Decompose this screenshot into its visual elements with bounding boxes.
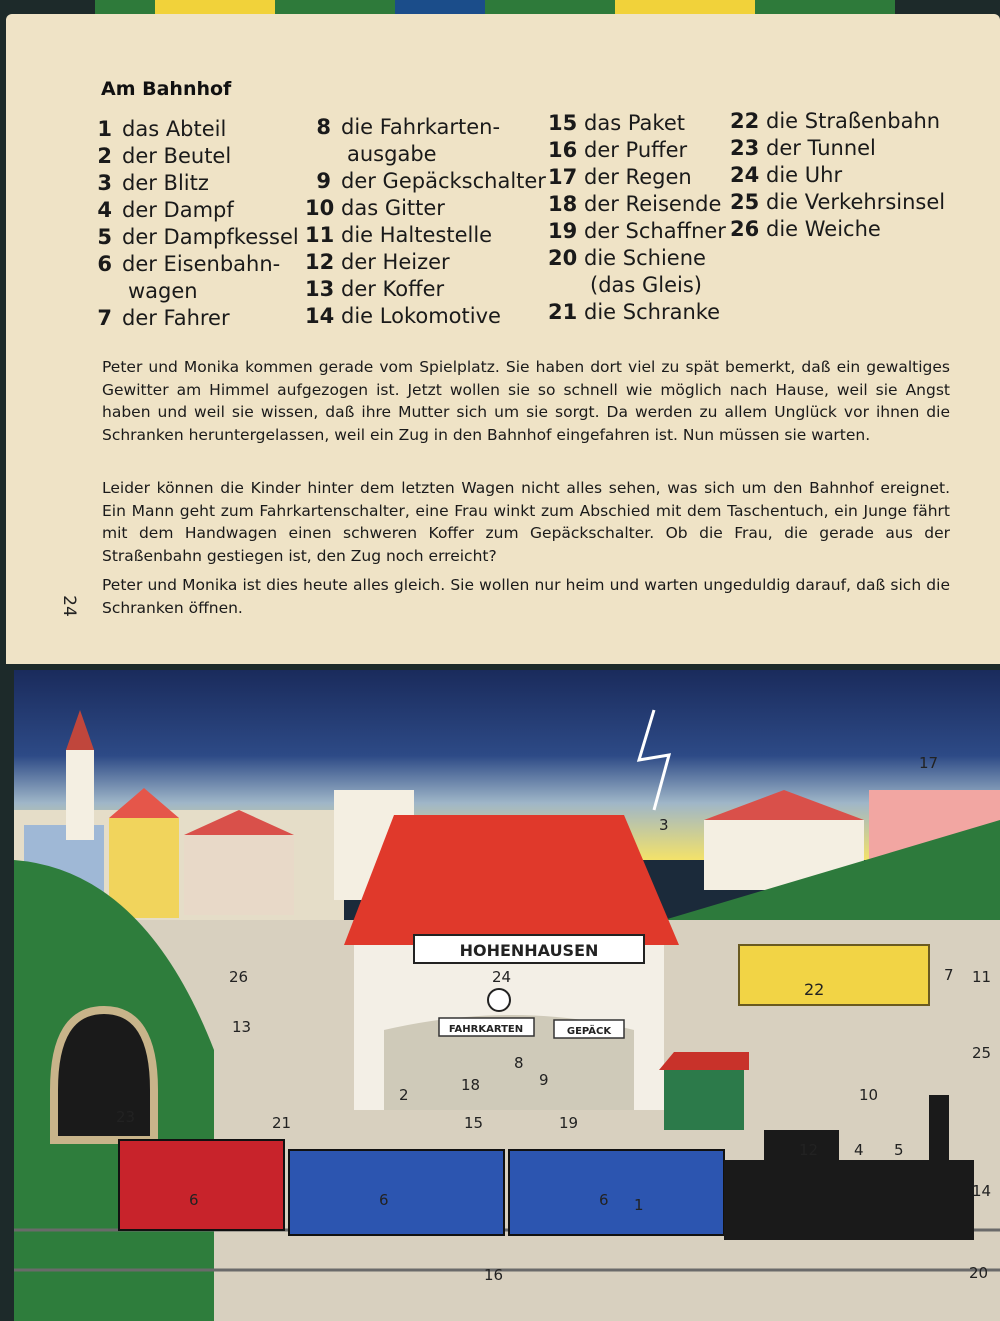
vocab-number [96,278,112,305]
vocab-entry [305,168,546,195]
vocab-number: 6 [97,252,112,276]
vocab-number: 5 [97,225,112,249]
story-paragraph-3: Peter und Monika ist dies heute alles gleich. Sie wollen nur heim und warten ungeduldig darauf, daß sich die Schranken öffnen. [102,576,950,617]
label-26: 26 [229,968,249,986]
vocab-number: 18 [548,192,578,216]
vocab-number: 11 [305,223,335,247]
vocab-number: 22 [730,109,760,133]
vocab-word: der Regen [584,165,692,189]
vocab-number [548,272,574,299]
vocab-number: 19 [548,219,578,243]
label-12: 12 [799,1141,819,1159]
vocab-entry [548,299,726,326]
vocab-entry [305,141,546,168]
label-5: 5 [894,1141,904,1159]
luggage-sign: GEPÄCK [566,1026,612,1037]
vocab-entry [730,108,945,135]
vocab-entry [96,197,299,224]
label-14: 14 [972,1182,992,1200]
vocab-entry [548,164,726,191]
tram-number: 22 [804,980,825,999]
vocab-word: wagen [128,279,198,303]
story-paragraph-1: Peter und Monika kommen gerade vom Spielplatz. Sie haben dort viel zu spät bemerkt, daß ein gewaltiges Gewitter am Himmel aufgezogen ist. Jetzt wollen sie so schnell wie möglich nach Hause, weil sie Angst haben und weil sie wissen, daß ihre Mutter sich um sie sorgt. Da werden zu allem Unglück vor ihnen die Schranken heruntergelassen, weil ein Zug in den Bahnhof eingefahren ist. Nun müssen sie warten. [102,358,950,444]
station-clock [488,989,510,1011]
train-car-red [119,1140,284,1230]
train-car-blue-2 [509,1150,724,1235]
vocab-word: die Verkehrsinsel [766,190,946,214]
station-illustration [14,670,1000,1321]
vocab-entry [548,110,726,137]
vocab-word: der Dampf [122,198,234,222]
page-number: 24 [58,595,79,617]
vocab-number: 15 [548,111,578,135]
label-11: 11 [972,968,992,986]
vocab-number: 2 [97,144,112,168]
vocab-word: die Haltestelle [341,223,493,247]
vocab-entry [305,249,546,276]
tram [739,945,929,1005]
label-24: 24 [492,968,512,986]
vocab-column-2 [305,114,546,330]
train-car-blue-1 [289,1150,504,1235]
vocab-entry [305,195,546,222]
vocab-entry [96,170,299,197]
vocab-entry [548,218,726,245]
vocab-word: der Blitz [122,171,209,195]
vocab-entry [96,116,299,143]
label-25: 25 [972,1044,992,1062]
vocab-word: (das Gleis) [590,273,703,297]
vocab-number: 25 [730,190,760,214]
vocab-number [305,141,331,168]
vocab-number: 13 [305,277,335,301]
vocab-number: 17 [548,165,578,189]
vocab-number: 20 [548,246,578,270]
vocab-word: der Heizer [341,250,450,274]
label-13: 13 [232,1018,252,1036]
label-4: 4 [854,1141,864,1159]
vocab-number: 9 [316,169,331,193]
vocab-word: der Fahrer [122,306,230,330]
vocab-column-3 [548,110,726,326]
vocab-word: der Gepäckschalter [341,169,546,193]
vocab-word: der Koffer [341,277,445,301]
label-18: 18 [461,1076,481,1094]
vocab-number: 16 [548,138,578,162]
vocab-number: 7 [97,306,112,330]
vocab-entry [305,303,546,330]
locomotive [724,1160,974,1240]
vocab-word: der Schaffner [584,219,726,243]
vocab-number: 3 [97,171,112,195]
vocab-word: die Schiene [584,246,706,270]
label-2: 2 [399,1086,409,1104]
label-6a: 6 [189,1191,199,1209]
label-20: 20 [969,1264,989,1282]
vocab-entry [730,162,945,189]
vocab-word: der Eisenbahn- [122,252,281,276]
vocab-word: das Gitter [341,196,445,220]
vocab-word: der Tunnel [766,136,876,160]
vocab-word: die Straßenbahn [766,109,941,133]
label-21: 21 [272,1114,292,1132]
vocab-number: 24 [730,163,760,187]
vocab-word: das Paket [584,111,685,135]
church-tower [66,750,94,840]
vocab-entry [730,189,945,216]
label-9: 9 [539,1071,549,1089]
station-roof [344,815,679,945]
station-sign: HOHENHAUSEN [459,941,599,960]
label-1: 1 [634,1196,644,1214]
story-paragraph-2: Leider können die Kinder hinter dem letzten Wagen nicht alles sehen, was sich um den Bahnhof ereignet. Ein Mann geht zum Fahrkartenschalter, eine Frau winkt zum Abschied mit dem Taschentuch, ein Junge fährt mit dem Handwagen einen schweren Koffer zum Gepäckschalter. Ob die Frau, die gerade aus der Straßenbahn gestiegen ist, den Zug noch erreicht? [102,479,950,565]
vocab-word: die Schranke [584,300,721,324]
label-15: 15 [464,1114,484,1132]
vocab-word: der Beutel [122,144,232,168]
vocab-word: ausgabe [347,142,437,166]
label-7: 7 [944,966,954,984]
vocab-word: die Fahrkarten- [341,115,501,139]
vocab-entry [548,191,726,218]
page-title: Am Bahnhof [101,78,232,100]
vocab-entry [730,216,945,243]
vocab-number: 8 [316,115,331,139]
vocab-entry [96,278,299,305]
label-17: 17 [919,754,939,772]
vocab-entry [730,135,945,162]
ticket-sign: FAHRKARTEN [448,1024,524,1035]
label-19: 19 [559,1114,579,1132]
vocab-column-1 [96,116,299,332]
label-23: 23 [116,1108,136,1126]
vocab-number: 10 [305,196,335,220]
vocab-entry [305,114,546,141]
label-3: 3 [659,816,669,834]
label-6b: 6 [379,1191,389,1209]
vocab-number: 14 [305,304,335,328]
vocab-entry [548,272,726,299]
vocab-word: die Uhr [766,163,843,187]
vocab-word: der Reisende [584,192,722,216]
label-8: 8 [514,1054,524,1072]
vocab-entry [96,224,299,251]
vocab-word: der Dampfkessel [122,225,299,249]
label-16: 16 [484,1266,504,1284]
vocab-entry [96,143,299,170]
vocab-word: die Weiche [766,217,881,241]
vocab-word: der Puffer [584,138,688,162]
vocab-entry [96,251,299,278]
vocab-number: 4 [97,198,112,222]
vocab-word: das Abteil [122,117,227,141]
vocab-number: 26 [730,217,760,241]
tunnel [54,1010,154,1140]
vocab-column-4 [730,108,945,243]
vocab-number: 23 [730,136,760,160]
vocab-entry [548,245,726,272]
vocab-number: 1 [97,117,112,141]
vocab-word: die Lokomotive [341,304,501,328]
vocab-entry [548,137,726,164]
vocab-entry [305,276,546,303]
label-10: 10 [859,1086,879,1104]
vocab-entry [305,222,546,249]
vocab-entry [96,305,299,332]
vocab-number: 21 [548,300,578,324]
vocab-number: 12 [305,250,335,274]
label-6c: 6 [599,1191,609,1209]
